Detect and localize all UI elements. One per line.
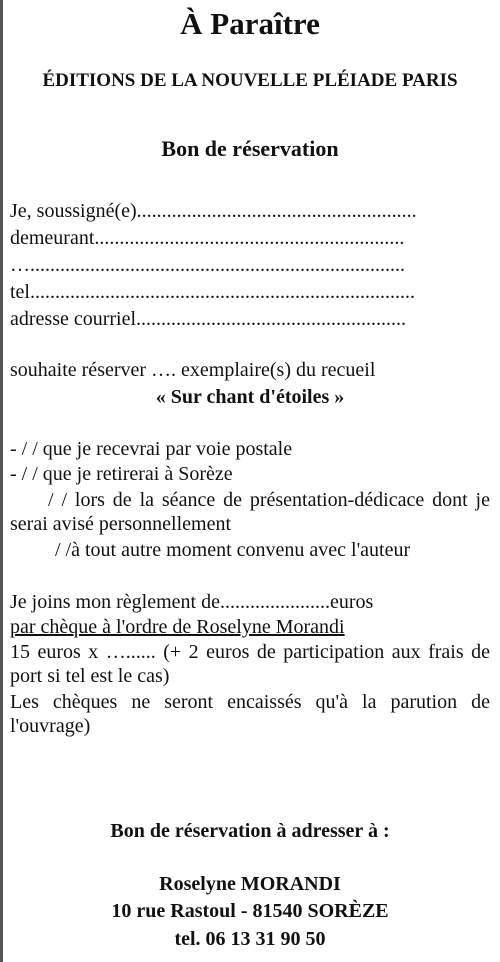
- phone-field[interactable]: tel.............................................................................: [10, 281, 415, 303]
- cheque-note: Les chèques ne seront encaissés qu'à la parution de l'ouvrage): [10, 691, 490, 737]
- address-to-heading: Bon de réservation à adresser à :: [110, 820, 390, 842]
- reservation-line: souhaite réserver …. exemplaire(s) du recueil: [10, 359, 376, 381]
- contact-street: 10 rue Rastoul - 81540 SORÈZE: [111, 900, 389, 922]
- option-postal[interactable]: - / / que je recevrai par voie postale: [10, 438, 293, 460]
- address-field[interactable]: demeurant..............................................................: [10, 227, 405, 249]
- publisher-name: ÉDITIONS DE LA NOUVELLE PLÉIADE PARIS: [42, 70, 458, 91]
- cheque-instruction: par chèque à l'ordre de Roselyne Morandi: [10, 616, 345, 638]
- page-edge: [0, 0, 3, 962]
- name-field[interactable]: Je, soussigné(e)........................................................: [10, 200, 417, 222]
- address-continued-field[interactable]: …...........................................................................: [10, 254, 405, 276]
- price-details: 15 euros x …...... (+ 2 euros de participation aux frais de port si tel est le cas): [10, 641, 490, 687]
- email-field[interactable]: adresse courriel......................................................: [10, 308, 407, 330]
- page-title: À Paraître: [180, 6, 320, 41]
- option-signing[interactable]: / / lors de la séance de présentation-dédicace dont je serai avisé personnellement: [10, 489, 490, 535]
- payment-line: Je joins mon règlement de......................euros: [10, 591, 374, 613]
- contact-phone: tel. 06 13 31 90 50: [174, 928, 326, 950]
- contact-name: Roselyne MORANDI: [159, 873, 341, 895]
- book-title: « Sur chant d'étoiles »: [155, 386, 345, 408]
- option-pickup[interactable]: - / / que je retirerai à Sorèze: [10, 463, 233, 485]
- option-other[interactable]: / /à tout autre moment convenu avec l'auteur: [55, 539, 411, 561]
- form-title: Bon de réservation: [161, 136, 339, 161]
